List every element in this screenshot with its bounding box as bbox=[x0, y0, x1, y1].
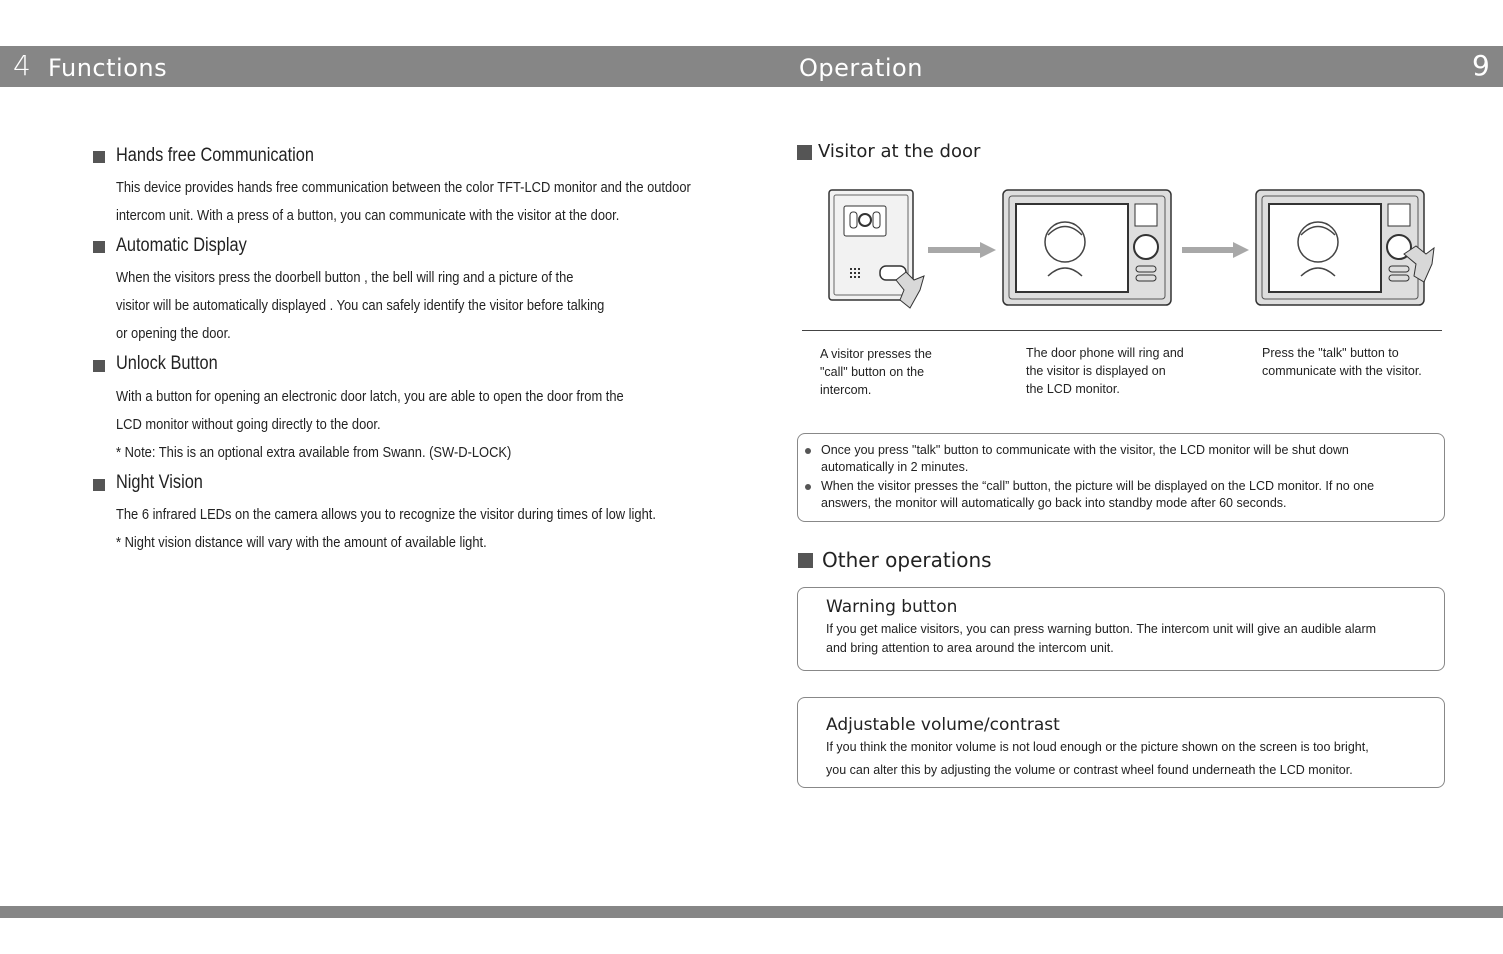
function-text: With a button for opening an electronic door latch, you are able to open the door from the bbox=[116, 388, 624, 405]
visitor-section-heading: Visitor at the door bbox=[818, 141, 981, 162]
volume-text: If you think the monitor volume is not loud enough or the picture shown on the screen is too bright, bbox=[826, 740, 1369, 754]
function-heading: Unlock Button bbox=[116, 353, 218, 374]
left-page-number: 4 bbox=[13, 49, 31, 82]
function-text: * Note: This is an optional extra available from Swann. (SW-D-LOCK) bbox=[116, 444, 512, 461]
bullet-square-icon bbox=[798, 553, 813, 568]
bullet-square-icon bbox=[93, 241, 105, 253]
caption-line: The door phone will ring and bbox=[1026, 346, 1184, 360]
left-page-title: Functions bbox=[48, 54, 168, 82]
warning-text: and bring attention to area around the intercom unit. bbox=[826, 641, 1114, 655]
caption-line: A visitor presses the bbox=[820, 347, 932, 361]
note-text: answers, the monitor will automatically go back into standby mode after 60 seconds. bbox=[821, 496, 1287, 510]
monitor-icon bbox=[1003, 190, 1171, 305]
volume-title: Adjustable volume/contrast bbox=[826, 715, 1060, 735]
bullet-square-icon bbox=[93, 360, 105, 372]
warning-title: Warning button bbox=[826, 597, 958, 617]
header-bar bbox=[0, 46, 1503, 87]
note-text: automatically in 2 minutes. bbox=[821, 460, 969, 474]
caption-line: intercom. bbox=[820, 383, 872, 397]
function-text: The 6 infrared LEDs on the camera allows you to recognize the visitor during times of low light. bbox=[116, 506, 656, 523]
bullet-square-icon bbox=[797, 145, 812, 160]
arrow-right-icon bbox=[1182, 242, 1249, 258]
caption-line: "call" button on the bbox=[820, 365, 925, 379]
function-text: LCD monitor without going directly to the door. bbox=[116, 416, 381, 433]
caption-line: communicate with the visitor. bbox=[1262, 364, 1422, 378]
function-heading: Automatic Display bbox=[116, 235, 247, 256]
footer-bar bbox=[0, 906, 1503, 918]
caption-line: Press the "talk" button to bbox=[1262, 346, 1399, 360]
function-text: This device provides hands free communication between the color TFT-LCD monitor and the outdoor bbox=[116, 179, 691, 196]
bullet-square-icon bbox=[93, 151, 105, 163]
function-text: When the visitors press the doorbell button , the bell will ring and a picture of the bbox=[116, 269, 574, 286]
step-caption bbox=[820, 345, 1000, 399]
function-text: * Night vision distance will vary with the amount of available light. bbox=[116, 534, 487, 551]
right-page-title: Operation bbox=[799, 54, 923, 82]
other-operations-heading: Other operations bbox=[822, 548, 992, 572]
step-caption bbox=[1262, 344, 1462, 380]
step-caption bbox=[1026, 344, 1226, 398]
arrow-right-icon bbox=[928, 242, 996, 258]
function-heading: Night Vision bbox=[116, 472, 203, 493]
bullet-dot-icon bbox=[805, 484, 811, 490]
function-text: intercom unit. With a press of a button, you can communicate with the visitor at the door. bbox=[116, 207, 620, 224]
caption-line: the LCD monitor. bbox=[1026, 382, 1120, 396]
bullet-square-icon bbox=[93, 479, 105, 491]
bullet-dot-icon bbox=[805, 448, 811, 454]
intercom-unit-icon bbox=[829, 190, 924, 308]
monitor-icon bbox=[1256, 190, 1434, 305]
volume-text: you can alter this by adjusting the volume or contrast wheel found underneath the LCD monitor. bbox=[826, 763, 1353, 777]
function-heading: Hands free Communication bbox=[116, 145, 314, 166]
function-text: visitor will be automatically displayed . You can safely identify the visitor before talking bbox=[116, 297, 605, 314]
caption-line: the visitor is displayed on bbox=[1026, 364, 1166, 378]
visitor-illustration bbox=[820, 180, 1445, 325]
function-text: or opening the door. bbox=[116, 325, 231, 342]
note-text: Once you press "talk" button to communicate with the visitor, the LCD monitor will be shut down bbox=[821, 443, 1349, 457]
section-divider bbox=[802, 330, 1442, 331]
right-page-number: 9 bbox=[1472, 49, 1490, 82]
note-text: When the visitor presses the “call” button, the picture will be displayed on the LCD monitor. If no one bbox=[821, 479, 1375, 493]
warning-text: If you get malice visitors, you can press warning button. The intercom unit will give an audible alarm bbox=[826, 622, 1377, 636]
